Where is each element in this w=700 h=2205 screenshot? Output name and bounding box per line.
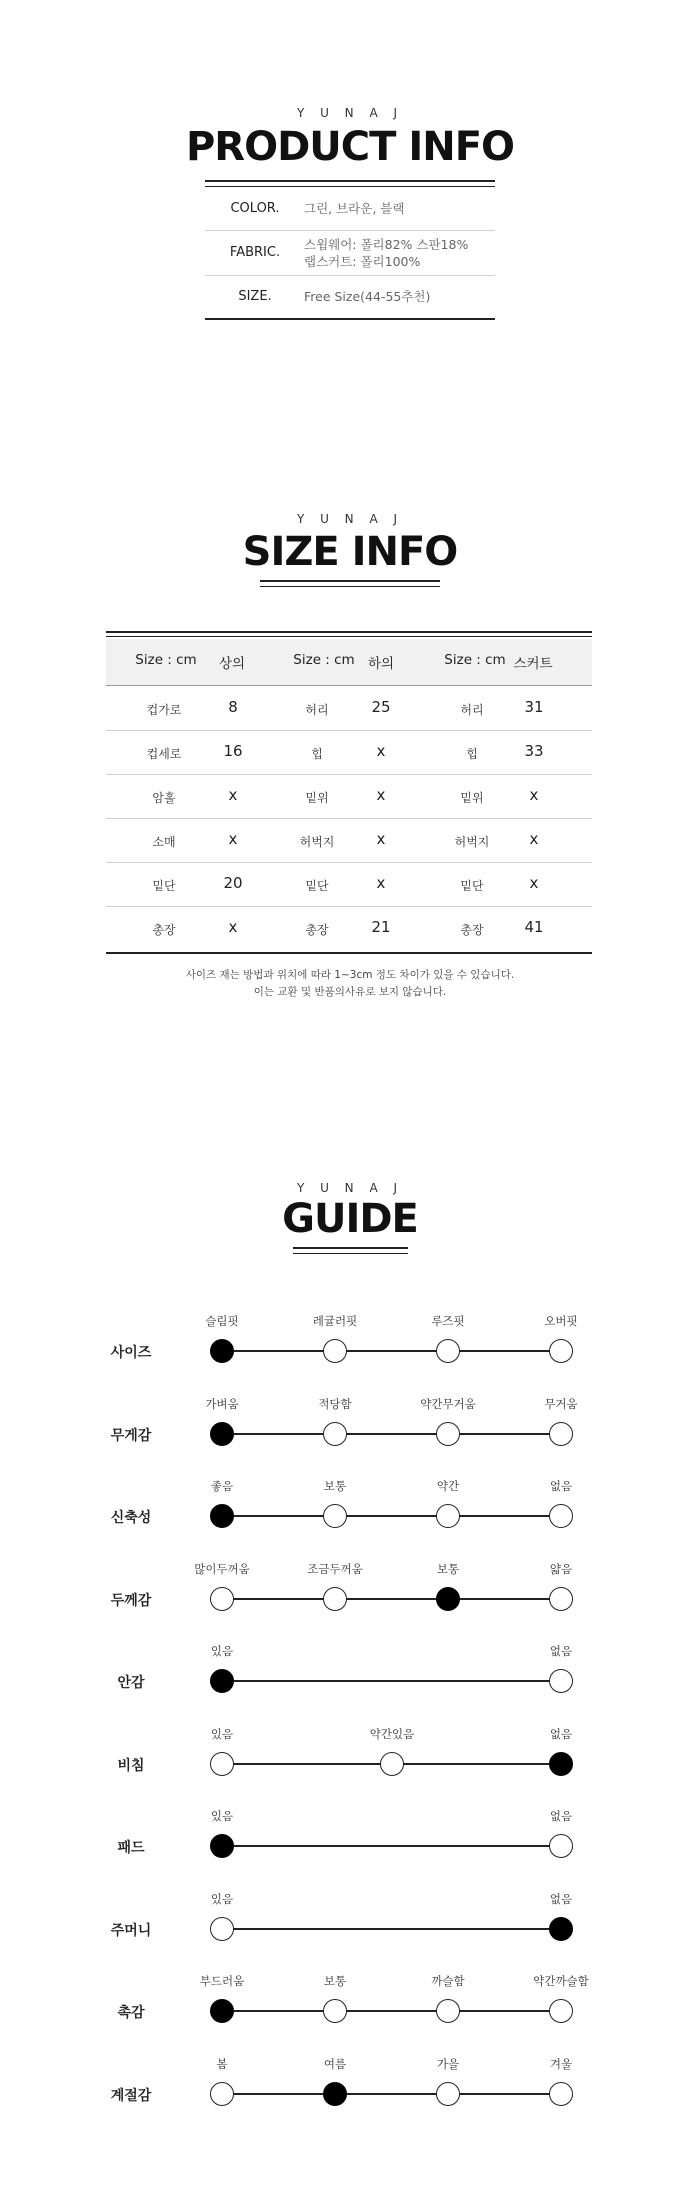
guide-option-label: 보통	[323, 1974, 347, 1988]
guide-option-label: 있음	[210, 1644, 234, 1658]
size-key-cell: 밑단	[460, 879, 484, 893]
size-value-cell: x	[376, 830, 386, 848]
guide-dot	[210, 1752, 234, 1776]
title-underline-thin	[293, 1253, 408, 1254]
guide-option-label: 오버핏	[544, 1314, 578, 1328]
fabric-label: FABRIC.	[229, 245, 281, 260]
brand-name: Y U N A J	[296, 1181, 404, 1195]
guide-row-label: 계절감	[110, 2088, 152, 2104]
size-note-line1: 사이즈 재는 방법과 위치에 따라 1~3cm 정도 차이가 있을 수 있습니다.	[185, 969, 515, 981]
title-underline-thin	[205, 186, 495, 187]
row-divider	[205, 230, 495, 231]
guide-option-label: 있음	[210, 1809, 234, 1823]
guide-scale-line	[222, 1928, 561, 1930]
size-key-cell: 허리	[460, 703, 484, 717]
color-value: 그린, 브라운, 블랙	[304, 201, 405, 216]
size-value-cell: x	[228, 918, 238, 936]
guide-dot	[549, 1587, 573, 1611]
title-underline-thin	[260, 586, 440, 587]
header-unit: Size : cm	[444, 652, 506, 668]
guide-option-label: 여름	[323, 2057, 347, 2071]
brand-name: Y U N A J	[296, 106, 404, 120]
guide-scale-line	[222, 2093, 561, 2095]
guide-dot-selected	[323, 2082, 347, 2106]
guide-option-label: 가벼움	[205, 1397, 239, 1411]
guide-scale-line	[222, 1433, 561, 1435]
guide-dot	[549, 1834, 573, 1858]
guide-dot-selected	[210, 1669, 234, 1693]
guide-dot-selected	[436, 1587, 460, 1611]
guide-option-label: 적당함	[318, 1397, 352, 1411]
guide-dot-selected	[210, 1422, 234, 1446]
guide-dot	[549, 1504, 573, 1528]
guide-option-label: 슬림핏	[205, 1314, 239, 1328]
guide-option-label: 없음	[549, 1644, 573, 1658]
guide-row-label: 주머니	[110, 1923, 152, 1939]
brand-name: Y U N A J	[296, 512, 404, 526]
guide-scale-line	[222, 1680, 561, 1682]
title-underline	[293, 1247, 408, 1249]
size-key-cell: 밑위	[305, 791, 329, 805]
size-value-cell: 33	[524, 742, 544, 760]
size-value-cell: 16	[223, 742, 243, 760]
size-value-cell: 25	[371, 698, 391, 716]
page-title: PRODUCT INFO	[185, 124, 515, 170]
size-value-cell: 31	[524, 698, 544, 716]
guide-dot	[323, 1422, 347, 1446]
guide-option-label: 조금두꺼움	[307, 1562, 363, 1576]
section-title: SIZE INFO	[242, 529, 458, 575]
guide-dot-selected	[210, 1504, 234, 1528]
size-note-line2: 이는 교환 및 반품의사유로 보지 않습니다.	[253, 986, 447, 998]
guide-dot	[323, 1504, 347, 1528]
table-top-rule	[106, 631, 592, 633]
size-value-cell: x	[228, 830, 238, 848]
guide-dot	[436, 1999, 460, 2023]
title-underline	[205, 180, 495, 182]
guide-option-label: 가을	[436, 2057, 460, 2071]
size-value-cell: x	[529, 830, 539, 848]
header-part: 스커트	[513, 656, 553, 672]
size-key-cell: 컵세로	[146, 747, 182, 761]
guide-dot-selected	[210, 1999, 234, 2023]
guide-option-label: 없음	[549, 1809, 573, 1823]
guide-option-label: 레귤러핏	[312, 1314, 358, 1328]
size-value-cell: x	[376, 742, 386, 760]
guide-dot	[210, 2082, 234, 2106]
header-divider	[106, 685, 592, 686]
guide-option-label: 보통	[323, 1479, 347, 1493]
fabric-value-line2: 랩스커트: 폴리100%	[304, 254, 421, 269]
header-unit: Size : cm	[135, 652, 197, 668]
guide-row-label: 두께감	[110, 1593, 152, 1609]
guide-dot	[323, 1339, 347, 1363]
size-key-cell: 힙	[466, 747, 478, 761]
row-divider	[106, 862, 592, 863]
guide-option-label: 겨울	[549, 2057, 573, 2071]
guide-dot	[436, 1422, 460, 1446]
guide-scale-line	[222, 1515, 561, 1517]
header-part: 하의	[367, 656, 395, 672]
size-key-cell: 허벅지	[454, 835, 490, 849]
guide-dot	[549, 1422, 573, 1446]
size-value-cell: 8	[228, 698, 238, 716]
row-divider	[106, 906, 592, 907]
guide-option-label: 보통	[436, 1562, 460, 1576]
guide-dot	[549, 1669, 573, 1693]
guide-option-label: 약간무거움	[420, 1397, 476, 1411]
size-key-cell: 힙	[311, 747, 323, 761]
guide-option-label: 있음	[210, 1892, 234, 1906]
size-key-cell: 컵가로	[146, 703, 182, 717]
guide-dot	[210, 1917, 234, 1941]
size-value-cell: 41	[524, 918, 544, 936]
size-label: SIZE.	[238, 289, 272, 304]
guide-dot	[436, 1504, 460, 1528]
guide-option-label: 부드러움	[199, 1974, 245, 1988]
color-label: COLOR.	[230, 201, 280, 216]
guide-dot-selected	[549, 1917, 573, 1941]
size-value-cell: x	[228, 786, 238, 804]
table-bottom-rule	[205, 318, 495, 320]
size-key-cell: 총장	[305, 923, 329, 937]
guide-row-label: 사이즈	[110, 1345, 152, 1361]
guide-row-label: 무게감	[110, 1428, 152, 1444]
guide-option-label: 있음	[210, 1727, 234, 1741]
guide-scale-line	[222, 1598, 561, 1600]
guide-option-label: 없음	[549, 1892, 573, 1906]
guide-row-label: 패드	[117, 1840, 145, 1856]
size-value-cell: x	[529, 786, 539, 804]
section-title: GUIDE	[282, 1196, 418, 1242]
guide-option-label: 루즈핏	[431, 1314, 465, 1328]
guide-dot-selected	[210, 1339, 234, 1363]
table-bottom-rule	[106, 952, 592, 954]
size-value-cell: 21	[371, 918, 391, 936]
guide-row-label: 안감	[117, 1675, 145, 1691]
row-divider	[106, 774, 592, 775]
guide-dot	[210, 1587, 234, 1611]
header-part: 상의	[218, 656, 246, 672]
row-divider	[106, 818, 592, 819]
guide-row-label: 비침	[117, 1758, 145, 1774]
guide-option-label: 많이두꺼움	[194, 1562, 250, 1576]
title-underline	[260, 580, 440, 582]
size-key-cell: 소매	[152, 835, 176, 849]
guide-dot-selected	[210, 1834, 234, 1858]
size-key-cell: 총장	[460, 923, 484, 937]
row-divider	[106, 730, 592, 731]
guide-dot	[549, 1339, 573, 1363]
guide-option-label: 얇음	[549, 1562, 573, 1576]
guide-dot	[436, 2082, 460, 2106]
guide-scale-line	[222, 2010, 561, 2012]
size-value-cell: x	[529, 874, 539, 892]
size-key-cell: 밑단	[152, 879, 176, 893]
guide-option-label: 봄	[216, 2057, 228, 2071]
guide-row-label: 신축성	[110, 1510, 152, 1526]
guide-dot	[323, 1587, 347, 1611]
guide-dot	[549, 1999, 573, 2023]
guide-option-label: 무거움	[544, 1397, 578, 1411]
guide-option-label: 약간있음	[369, 1727, 415, 1741]
size-value-cell: 20	[223, 874, 243, 892]
size-key-cell: 밑단	[305, 879, 329, 893]
guide-scale-line	[222, 1845, 561, 1847]
guide-option-label: 없음	[549, 1479, 573, 1493]
guide-option-label: 약간	[436, 1479, 460, 1493]
guide-option-label: 약간까슬함	[533, 1974, 589, 1988]
guide-dot	[323, 1999, 347, 2023]
guide-row-label: 촉감	[117, 2005, 145, 2021]
guide-dot	[549, 2082, 573, 2106]
size-value-cell: x	[376, 786, 386, 804]
row-divider	[205, 275, 495, 276]
guide-dot-selected	[549, 1752, 573, 1776]
table-top-rule-thin	[106, 636, 592, 637]
size-key-cell: 허리	[305, 703, 329, 717]
guide-option-label: 좋음	[210, 1479, 234, 1493]
guide-dot	[380, 1752, 404, 1776]
guide-dot	[436, 1339, 460, 1363]
size-key-cell: 암홀	[152, 791, 176, 805]
size-key-cell: 총장	[152, 923, 176, 937]
size-key-cell: 허벅지	[299, 835, 335, 849]
size-key-cell: 밑위	[460, 791, 484, 805]
guide-scale-line	[222, 1350, 561, 1352]
header-unit: Size : cm	[293, 652, 355, 668]
fabric-value-line1: 스윔웨어: 폴리82% 스판18%	[304, 237, 469, 252]
size-value-cell: x	[376, 874, 386, 892]
guide-option-label: 없음	[549, 1727, 573, 1741]
guide-option-label: 까슬함	[431, 1974, 465, 1988]
size-value: Free Size(44-55추천)	[304, 289, 431, 304]
